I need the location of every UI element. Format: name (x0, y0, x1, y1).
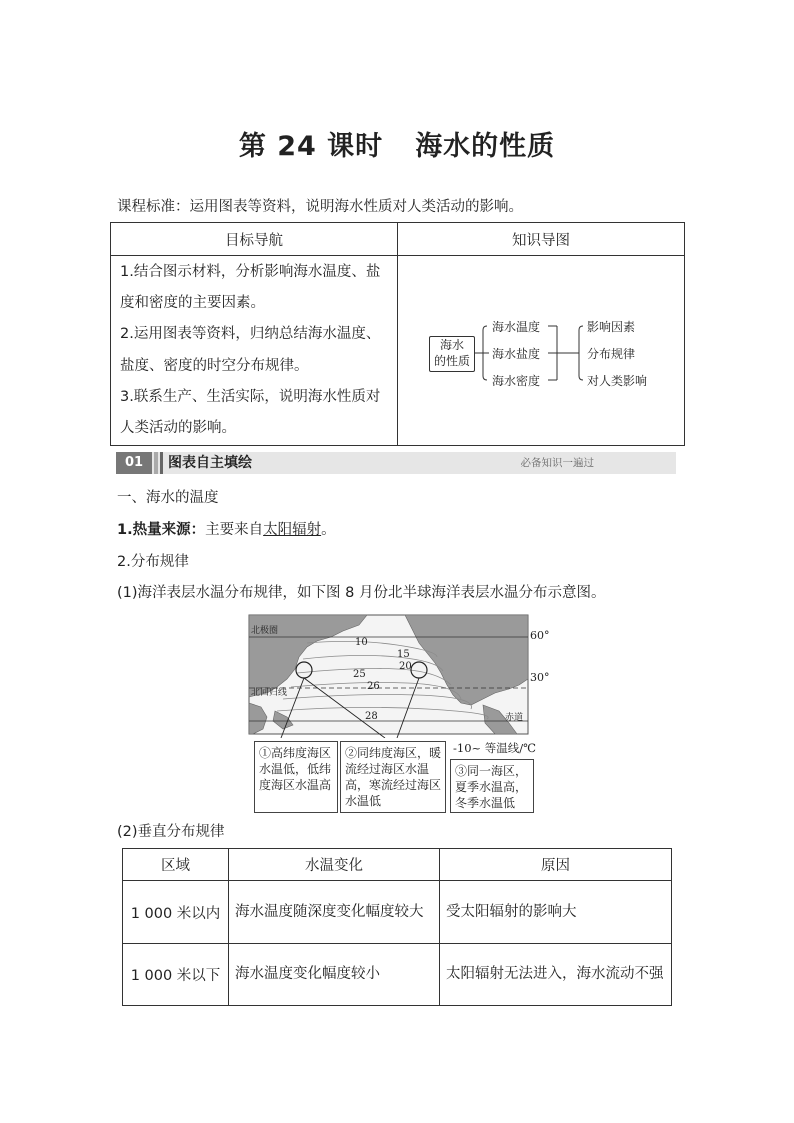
mindmap-root-line: 海水 (439, 337, 464, 352)
sst-map (247, 613, 557, 738)
mindmap-branch: 海水盐度 (492, 346, 541, 361)
isotherm-label: 28 (365, 711, 378, 722)
lat30-label: 30° (530, 671, 550, 684)
section-number: 01 (116, 452, 152, 474)
goal-list (111, 256, 398, 446)
table-cell: 海水温度随深度变化幅度较大 (229, 881, 440, 944)
mindmap-header: 知识导图 (398, 223, 685, 256)
goal-item: 2.运用图表等资料，归纳总结海水温度、盐度、密度的时空分布规律。 (120, 326, 381, 374)
annotation-box: ①高纬度海区水温低，低纬度海区水温高 (254, 741, 338, 813)
heat-prefix: 1.热量来源： (117, 522, 206, 538)
section-tag: 必备知识一遍过 (520, 457, 594, 469)
mindmap-leaf: 对人类影响 (587, 373, 648, 388)
isotherm-label: 10 (355, 637, 368, 648)
mindmap-cell (398, 256, 685, 446)
table-cell: 1 000 米以下 (123, 944, 229, 1006)
equator-label: 赤道 (505, 713, 524, 723)
isotherm-label: 26 (367, 681, 380, 692)
heat-middle: 主要来自 (205, 522, 264, 538)
table-header-row (123, 849, 672, 881)
tropic-label: 北回归线 (251, 688, 288, 698)
mindmap-leaf: 分布规律 (587, 346, 636, 361)
title-topic: 海水的性质 (415, 131, 556, 162)
mindmap-branch: 海水密度 (492, 373, 541, 388)
table-header: 水温变化 (229, 849, 440, 881)
distribution-heading: 2.分布规律 (117, 554, 189, 570)
curriculum-standard: 课程标准：运用图表等资料，说明海水性质对人类活动的影响。 (117, 199, 523, 215)
mind-map (399, 258, 683, 444)
isotherm-label: 20 (399, 661, 412, 672)
isotherm-legend: -10~ 等温线/℃ (453, 741, 537, 755)
mindmap-leaf: 影响因素 (587, 319, 636, 334)
isotherm-label: 25 (353, 669, 366, 680)
heading-temperature: 一、海水的温度 (117, 490, 219, 506)
arctic-label: 北极圈 (251, 626, 279, 636)
vertical-heading: (2)垂直分布规律 (117, 824, 225, 840)
vertical-table (122, 848, 672, 1006)
mindmap-root-line: 的性质 (433, 353, 470, 368)
table-cell: 1 000 米以内 (123, 881, 229, 944)
table-cell: 受太阳辐射的影响大 (440, 881, 672, 944)
table-header: 区域 (123, 849, 229, 881)
table-header: 原因 (440, 849, 672, 881)
surface-rule: (1)海洋表层水温分布规律，如下图 8 月份北半球海洋表层水温分布示意图。 (117, 585, 606, 601)
goal-table (110, 222, 685, 446)
heat-suffix: 。 (321, 522, 336, 538)
table-row (123, 944, 672, 1006)
section-bar (116, 452, 676, 474)
table-row (123, 881, 672, 944)
annotation-box: ③同一海区，夏季水温高，冬季水温低 (450, 759, 534, 813)
isotherm-label: 15 (397, 649, 410, 660)
page-title (0, 124, 794, 163)
goal-item: 3.联系生产、生活实际，说明海水性质对人类活动的影响。 (120, 388, 381, 437)
mindmap-connectors (399, 258, 683, 444)
heat-source (117, 520, 336, 540)
lat60-label: 60° (530, 629, 550, 642)
section-divider (154, 452, 158, 474)
table-cell: 太阳辐射无法进入，海水流动不强 (440, 944, 672, 1006)
section-title: 图表自主填绘 (168, 455, 252, 471)
goal-item: 1.结合图示材料，分析影响海水温度、盐度和密度的主要因素。 (120, 264, 381, 312)
table-cell: 海水温度变化幅度较小 (229, 944, 440, 1006)
title-lesson: 第 24 课时 (238, 131, 384, 162)
heat-answer: 太阳辐射 (263, 522, 322, 538)
goal-header: 目标导航 (111, 223, 398, 256)
annotation-box: ②同纬度海区，暖流经过海区水温高，寒流经过海区水温低 (340, 741, 446, 813)
mindmap-branch: 海水温度 (492, 319, 541, 334)
section-divider (160, 452, 163, 474)
